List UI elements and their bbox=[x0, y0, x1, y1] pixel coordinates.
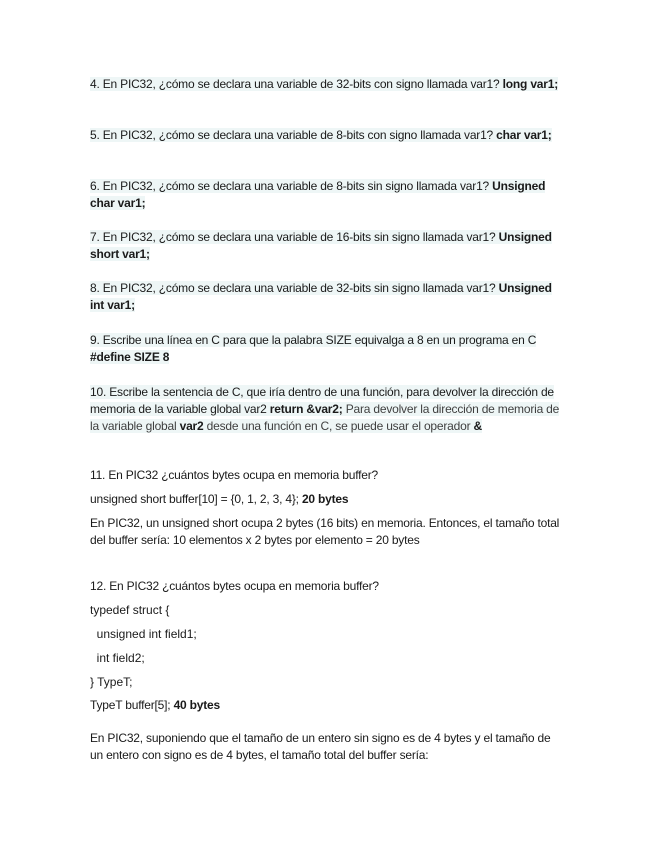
explanation-part-b: desde una función en C, se puede usar el operador bbox=[206, 419, 471, 433]
code-line: } TypeT; bbox=[90, 675, 133, 689]
question-12-code bbox=[90, 697, 565, 714]
question-text: 5. En PIC32, ¿cómo se declara una variable de 8-bits con signo llamada var1? bbox=[90, 128, 494, 142]
question-text: 6. En PIC32, ¿cómo se declara una variable de 8-bits sin signo llamada var1? bbox=[90, 179, 490, 193]
answer: 40 bytes bbox=[173, 698, 220, 712]
question-12-explanation: En PIC32, suponiendo que el tamaño de un entero sin signo es de 4 bytes y el tamaño de un entero con signo es de 4 bytes, el tamaño total del buffer sería: bbox=[90, 731, 551, 762]
question-text: 7. En PIC32, ¿cómo se declara una variable de 16-bits sin signo llamada var1? bbox=[90, 230, 496, 244]
question-6 bbox=[90, 178, 565, 212]
code-line: unsigned short buffer[10] = {0, 1, 2, 3, 4}; bbox=[90, 492, 299, 506]
code-line: int field2; bbox=[90, 651, 145, 665]
question-7 bbox=[90, 229, 565, 263]
answer: Unsigned char var1; bbox=[90, 179, 546, 210]
question-text: 9. Escribe una línea en C para que la palabra SIZE equivalga a 8 en un programa en C bbox=[90, 333, 537, 347]
question-11-code bbox=[90, 491, 565, 508]
answer: 20 bytes bbox=[301, 492, 349, 506]
code-line: TypeT buffer[5]; bbox=[90, 698, 171, 712]
question-12-title: 12. En PIC32 ¿cuántos bytes ocupa en memoria buffer? bbox=[90, 579, 379, 593]
question-11-explanation: En PIC32, un unsigned short ocupa 2 bytes (16 bits) en memoria. Entonces, el tamaño total del buffer sería: 10 elementos x 2 bytes por elemento = 20 bytes bbox=[90, 516, 560, 547]
answer: #define SIZE 8 bbox=[90, 350, 170, 364]
question-10 bbox=[90, 384, 565, 435]
answer: char var1; bbox=[496, 128, 552, 142]
code-line: unsigned int field1; bbox=[90, 627, 197, 641]
answer: long var1; bbox=[502, 77, 559, 91]
explanation-operator: & bbox=[473, 419, 482, 433]
question-11-title: 11. En PIC32 ¿cuántos bytes ocupa en memoria buffer? bbox=[90, 468, 378, 482]
code-line: typedef struct { bbox=[90, 603, 170, 617]
question-text: 4. En PIC32, ¿cómo se declara una variable de 32-bits con signo llamada var1? bbox=[90, 77, 500, 91]
question-8 bbox=[90, 280, 565, 314]
explanation-part-a: Para devolver la dirección de memoria de la variable global bbox=[90, 402, 560, 433]
question-text: 8. En PIC32, ¿cómo se declara una variable de 32-bits sin signo llamada var1? bbox=[90, 281, 496, 295]
question-9 bbox=[90, 332, 565, 366]
question-4 bbox=[90, 76, 565, 93]
answer: Unsigned int var1; bbox=[90, 281, 552, 312]
answer: Unsigned short var1; bbox=[90, 230, 552, 261]
answer: return &var2; bbox=[269, 402, 343, 416]
explanation-variable: var2 bbox=[179, 419, 204, 433]
question-text: 10. Escribe la sentencia de C, que iría dentro de una función, para devolver la dirección de memoria de la variable global var2 bbox=[90, 385, 554, 416]
question-5 bbox=[90, 127, 565, 144]
